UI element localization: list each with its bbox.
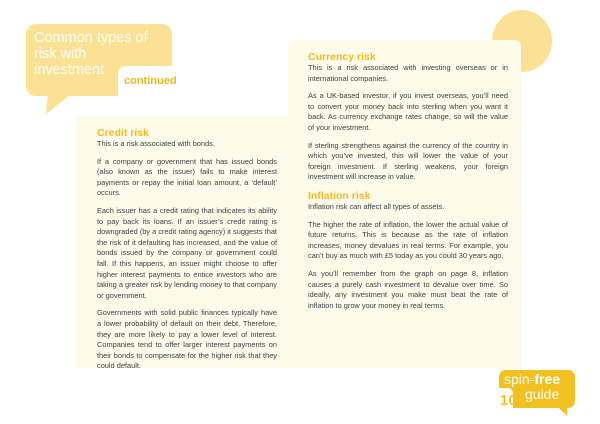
- paragraph: Inflation risk can affect all types of assets.: [308, 201, 445, 211]
- paragraph: Each issuer has a credit rating that indicates its ability to pay back its loans. If an issuer’s credit rating is downgraded (by a credit rating agency) it suggests that the risk of it defaulting has increased, and the value of bonds issued by the company or government could fall. If this happens, an issuer might choose to offer higher interest payments to entice investors who are taking a greater risk by lending money to that company or government.: [97, 205, 277, 300]
- logo-free: free: [534, 371, 561, 387]
- logo-guide: guide: [525, 386, 560, 402]
- paragraph: If sterling strengthens against the currency of the country in which you’ve invested, this will lower the value of your foreign investment. If sterling weakens, your foreign investment will increase in value.: [308, 140, 508, 182]
- paragraph: The higher the rate of inflation, the lower the actual value of future returns. This is because as the rate of inflation increases, money devalues in real terms. For example, you can’t buy as much with £5 today as you could 30 years ago.: [308, 219, 508, 261]
- paragraph: This is a risk associated with investing overseas or in international companies.: [308, 63, 508, 83]
- logo-text-line1: [504, 371, 560, 387]
- paragraph: As you’ll remember from the graph on page 8, inflation causes a purely cash investment to devalue over time. So ideally, any investment you make must beat the rate of inflation to grow your money in real terms.: [308, 268, 508, 310]
- currency-risk-heading: Currency risk: [308, 51, 376, 63]
- paragraph: If a company or government that has issued bonds (also known as the issuer) fails to make interest payments or repay the initial loan amount, a ‘default’ occurs.: [97, 156, 277, 198]
- paragraph: As a UK-based investor, if you invest overseas, you’ll need to convert your money back into sterling when you want it back. As currency exchange rates change, so will the value of your investment.: [308, 91, 508, 132]
- paragraph: Governments with solid public finances typically have a lower probability of default on their debt. Therefore, they are more likely to pay a lower level of interest. Companies tend to offer larger interest payments on their bonds to compensate for the higher risk that they could default.: [97, 308, 277, 371]
- logo-spin: spin-: [504, 371, 535, 387]
- page-title: Common types of risk with investment: [34, 30, 148, 78]
- paragraph: This is a risk associated with bonds.: [97, 139, 215, 148]
- page-number: 10: [500, 392, 517, 409]
- continued-label: continued: [124, 75, 177, 87]
- credit-risk-heading: Credit risk: [97, 127, 149, 139]
- currency-inflation-section: [308, 51, 508, 318]
- inflation-risk-heading: Inflation risk: [308, 189, 371, 202]
- credit-risk-section: [97, 127, 277, 379]
